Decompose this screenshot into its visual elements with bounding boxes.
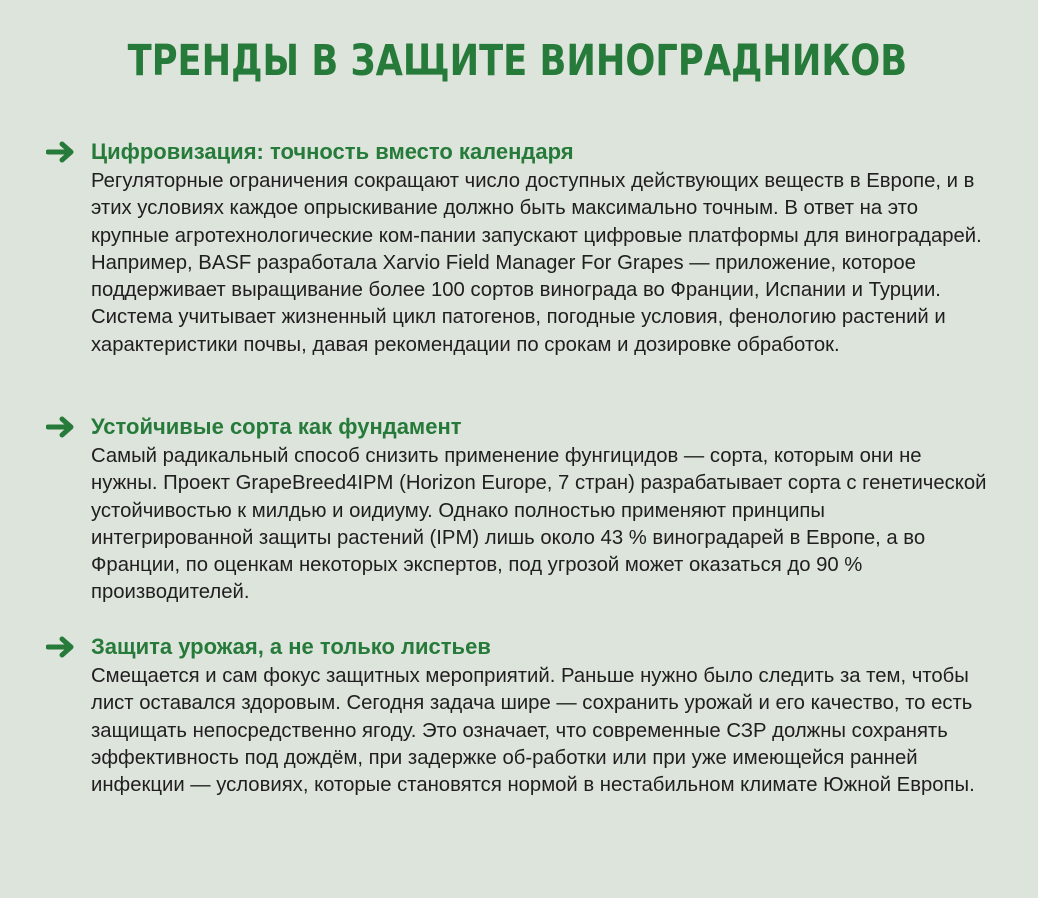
page-title: ТРЕНДЫ В ЗАЩИТЕ ВИНОГРАДНИКОВ (127, 36, 908, 86)
section-heading: Цифровизация: точность вместо календаря (91, 139, 574, 164)
section-header (46, 139, 1006, 169)
arrow-right-icon (46, 635, 78, 659)
section-body: Смещается и сам фокус защитных мероприятий. Раньше нужно было следить за тем, чтобы лист оставался здоровым. Сегодня задача шире — сохранить урожай и его качество, то есть защищать непосредственно ягоду. Это означает, что современные СЗР должны сохранять эффективность под дождём, при задержке об-работки или при уже имеющейся ранней инфекции — условиях, которые становятся нормой в нестабильном климате Южной Европы. (91, 665, 975, 797)
section-resistant-varieties (46, 414, 1006, 607)
arrow-right-icon (46, 140, 78, 164)
section-heading: Устойчивые сорта как фундамент (91, 414, 462, 439)
section-digitalization (46, 139, 1006, 359)
section-body: Регуляторные ограничения сокращают число доступных действующих веществ в Европе, и в этих условиях каждое опрыскивание должно быть максимально точным. В ответ на это крупные агротехнологические ком-пании запускают цифровые платформы для виноградарей. Например, BASF разработала Xarvio Field Manager For Grapes — приложение, которое поддерживает выращивание более 100 сортов винограда во Франции, Испании и Турции. Система учитывает жизненный цикл патогенов, погодные условия, фенологию растений и характеристики почвы, давая рекомендации по срокам и дозировке обработок. (91, 170, 982, 356)
section-header (46, 634, 1006, 664)
section-crop-protection (46, 634, 1006, 799)
section-heading: Защита урожая, а не только листьев (91, 634, 491, 659)
section-body: Самый радикальный способ снизить применение фунгицидов — сорта, которым они не нужны. Проект GrapeBreed4IPM (Horizon Europe, 7 стран) разрабатывает сорта с генетической устойчивостью к милдью и оидиуму. Однако полностью применяют принципы интегрированной защиты растений (IPM) лишь около 43 % виноградарей в Европе, а во Франции, по оценкам некоторых экспертов, под угрозой может оказаться до 90 % производителей. (91, 445, 987, 604)
section-header (46, 414, 1006, 444)
arrow-right-icon (46, 415, 78, 439)
